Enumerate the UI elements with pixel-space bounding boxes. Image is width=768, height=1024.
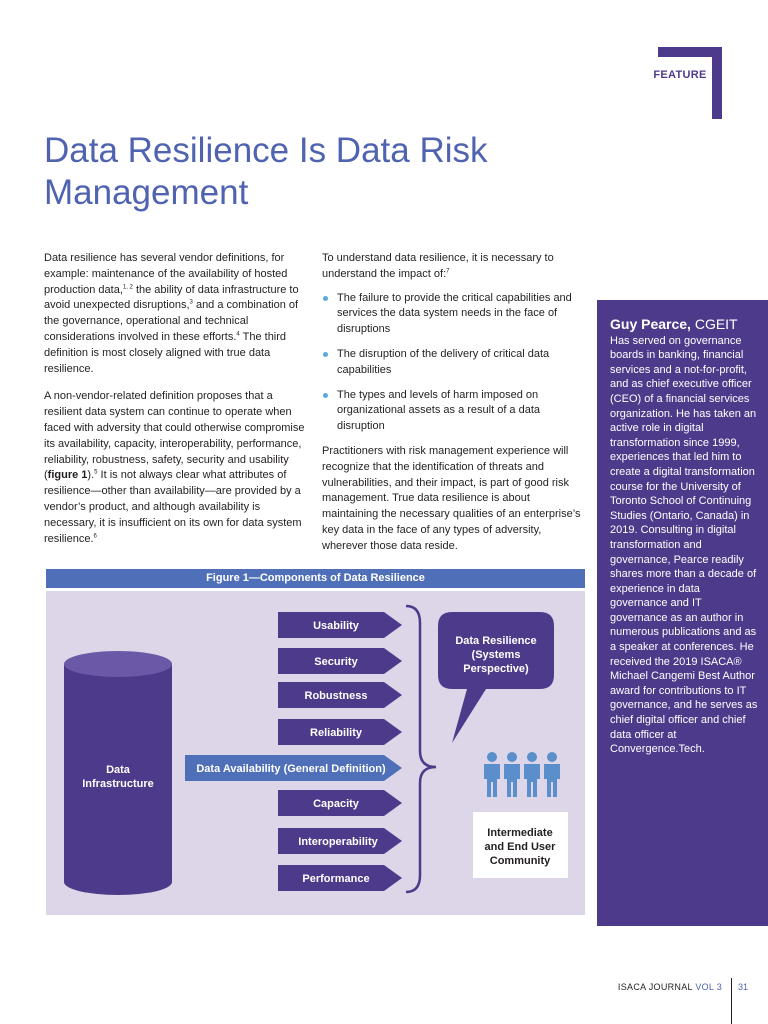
feature-bracket [658, 47, 722, 119]
people-icons [484, 752, 560, 797]
list-item: The failure to provide the critical capabilities and services the data system needs in the face of disruptions [322, 291, 588, 338]
svg-text:Robustness: Robustness [304, 690, 368, 702]
author-credential: CGEIT [690, 316, 738, 332]
figure-title: Figure 1—Components of Data Resilience [46, 569, 585, 588]
svg-text:Data Resilience: Data Resilience [455, 635, 537, 647]
body-column-left [44, 251, 308, 559]
svg-text:Capacity: Capacity [313, 798, 359, 810]
component-arrow-robustness [278, 682, 402, 708]
article-title: Data Resilience Is Data Risk Management [44, 131, 488, 212]
svg-text:and End User: and End User [484, 841, 556, 853]
feature-label: FEATURE [653, 69, 707, 81]
component-arrow-capacity [278, 790, 402, 816]
component-arrow-interoperability [278, 828, 402, 854]
list-item: The types and levels of harm imposed on organizational assets as a result of a data disruption [322, 388, 588, 435]
author-name-line [610, 315, 758, 334]
svg-text:Usability: Usability [313, 620, 359, 632]
svg-text:Performance: Performance [302, 873, 370, 885]
data-infrastructure-cylinder [64, 651, 172, 895]
paragraph-vendor-definitions: Data resilience has several vendor definitions, for example: maintenance of the availability of hosted production data,$^{1, 2}$ the ability of data infrastructure to avoid unexpected disruptions,$^3$ and a combination of the governance, operational and technical considerations involved in these efforts.$^4$ The third definition is most closely aligned with true data resilience. [44, 252, 299, 375]
user-community-box [473, 812, 568, 878]
person-icon [484, 752, 500, 797]
curly-brace [406, 606, 436, 892]
paragraph-risk-management: Practitioners with risk management experience will recognize that the identification of threats and vulnerabilities, and their impact, is part of good risk management. True data resilience is about maintaining the necessary qualities of an enterprise’s key data in the face of any types of adversity, wherever those data reside. [322, 444, 581, 552]
cylinder-label-line2: Infrastructure [82, 778, 154, 790]
footer-volume: VOL 3 [692, 982, 722, 992]
footer-divider [731, 978, 732, 1024]
figure-reference: figure 1 [47, 469, 88, 482]
component-arrow-performance [278, 865, 402, 891]
svg-text:(Systems: (Systems [471, 649, 521, 661]
component-arrow-security [278, 648, 402, 674]
person-icon [504, 752, 520, 797]
footer-journal-name: ISACA JOURNAL VOL 3 [617, 982, 722, 992]
svg-text:Reliability: Reliability [310, 727, 362, 739]
impact-bullet-list [322, 291, 588, 435]
paragraph-impact-intro: To understand data resilience, it is necessary to understand the impact of:$^7$ [322, 252, 554, 280]
data-resilience-bubble [438, 612, 554, 743]
svg-text:Security: Security [314, 656, 358, 668]
svg-text:Perspective): Perspective) [463, 663, 529, 675]
paragraph-non-vendor-definition: A non-vendor-related definition proposes that a resilient data system can continue to operate when faced with adversity that could otherwise compromise its availability, capacity, interoperability, performance, reliability, robustness, safety, security and usability (figure 1).$^5$ It is not always clear what attributes of resilience—other than availability—are provided by a vendor’s product, and although availability is necessary, it is insufficient on its own for data system resilience.$^6$ [44, 390, 305, 545]
availability-arrow [185, 755, 402, 781]
person-icon [524, 752, 540, 797]
svg-text:Data Availability (General Def: Data Availability (General Definition) [196, 763, 386, 775]
cylinder-label-line1: Data [106, 764, 130, 776]
body-column-right [322, 251, 588, 567]
component-arrow-reliability [278, 719, 402, 745]
svg-text:Interoperability: Interoperability [298, 836, 378, 848]
author-name: Guy Pearce, [610, 316, 691, 332]
author-bio: Has served on governance boards in banking, financial services and a not-for-profit, and as chief executive officer (CEO) of a financial services organization. He has taken an active role in digital transformation since 1999, experiences that led him to create a digital transformation course for the University of Toronto School of Continuing Studies (Ontario, Canada) in 2019. Consulting in digital transformation and governance, Pearce readily shares more than a decade of experience in data governance and IT governance as an author in numerous publications and as a speaker at conferences. He received the 2019 ISACA® Michael Cangemi Best Author award for contributions to IT governance, and he serves as chief digital officer and chief data officer at Convergence.Tech. [610, 334, 758, 756]
svg-text:Community: Community [489, 855, 551, 867]
page-number: 31 [738, 982, 749, 992]
component-arrow-usability [278, 612, 402, 638]
author-sidebar [597, 300, 768, 926]
person-icon [544, 752, 560, 797]
figure-diagram [46, 591, 585, 915]
component-arrows [185, 612, 402, 891]
svg-text:Intermediate: Intermediate [487, 827, 553, 839]
list-item: The disruption of the delivery of critical data capabilities [322, 347, 588, 379]
